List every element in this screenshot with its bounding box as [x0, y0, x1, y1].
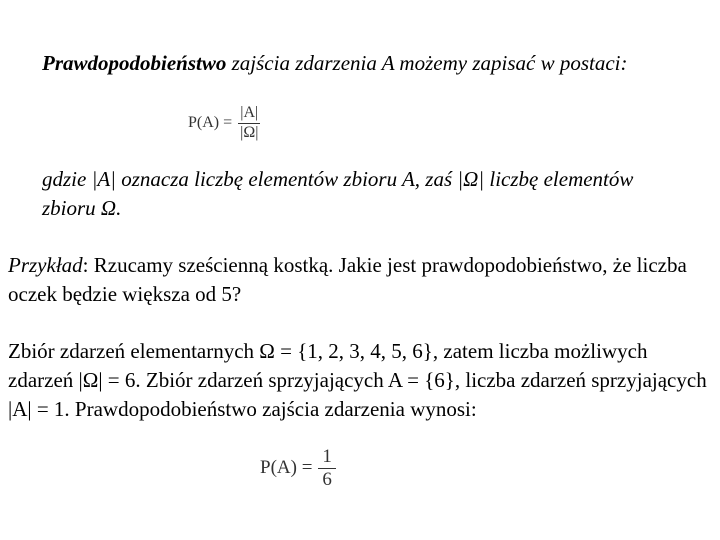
solution-paragraph: Zbiór zdarzeń elementarnych Ω = {1, 2, 3, 4, 5, 6}, zatem liczba możliwych zdarzeń |Ω| = 6. Zbiór zdarzeń sprzyjających A = {6}, liczba zdarzeń sprzyjających |A| = 1. Prawdopodobieństwo zajścia zdarzenia wynosi:: [8, 339, 707, 421]
example-paragraph: [8, 251, 708, 309]
probability-definition: [42, 49, 662, 78]
formula-lhs: P(A) =: [188, 114, 233, 132]
formula-denominator: |Ω|: [240, 123, 259, 141]
formula-explanation: gdzie |A| oznacza liczbę elementów zbioru A, zaś |Ω| liczbę elementów zbioru Ω.: [42, 167, 634, 220]
result-fraction: [318, 447, 336, 490]
result-denominator: 6: [322, 468, 332, 490]
formula-fraction: [238, 105, 260, 142]
definition-term: Prawdopodobieństwo: [42, 51, 227, 75]
result-numerator: 1: [318, 447, 336, 469]
result-lhs: P(A) =: [260, 457, 313, 479]
result-formula: [260, 447, 336, 490]
probability-formula: [188, 105, 260, 142]
formula-numerator: |A|: [238, 105, 260, 124]
example-label: Przykład: [8, 253, 83, 277]
definition-text: zajścia zdarzenia A możemy zapisać w postaci:: [226, 51, 628, 75]
example-text: : Rzucamy sześcienną kostką. Jakie jest prawdopodobieństwo, że liczba oczek będzie większa od 5?: [8, 253, 687, 306]
